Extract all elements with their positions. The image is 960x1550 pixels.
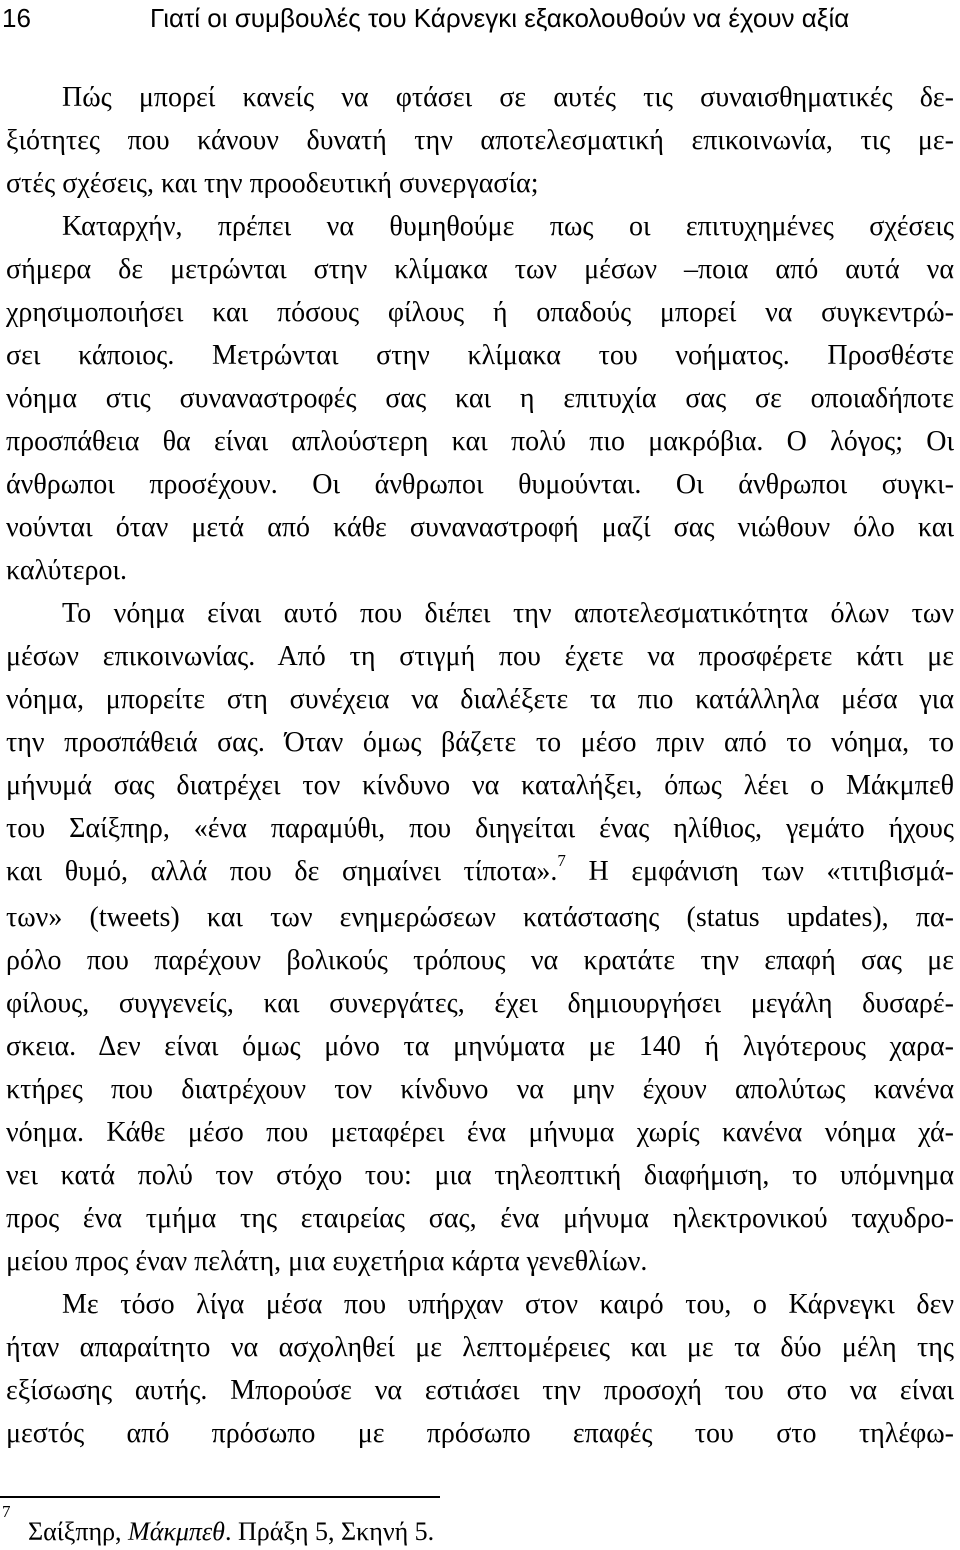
text-line: στές σχέσεις, και την προοδευτική συνεργασία; [6,168,539,199]
text-line: προσπάθεια θα είναι απλούστερη και πολύ πιο μακρόβια. Ο λόγος; Οι [6,426,954,457]
footnote-work-title: Μάκμπεθ [128,1517,225,1546]
page-number: 16 [2,3,31,33]
text-segment: Η εμφάνιση των «τιτιβισμά- [565,856,954,887]
paragraph-3 [6,592,954,1283]
text-line: μήνυμά σας διατρέχει τον κίνδυνο να καταλήξει, όπως λέει ο Μάκμπεθ [6,770,954,801]
text-line-with-footnote-ref [6,850,954,896]
text-line: ήταν απαραίτητο να ασχοληθεί με λεπτομέρειες και με τα δύο μέλη της [6,1332,954,1363]
text-line: εξίσωσης αυτής. Μπορούσε να εστιάσει την προσοχή του στο να είναι [6,1375,954,1406]
text-line: την προσπάθειά σας. Όταν όμως βάζετε το μέσο πριν από το νόημα, το [6,727,954,758]
text-line: νόημα, μπορείτε στη συνέχεια να διαλέξετε τα πιο κατάλληλα μέσα για [6,684,954,715]
text-line: ρόλο που παρέχουν βολικούς τρόπους να κρατάτε την επαφή σας με [6,945,954,976]
text-line: σήμερα δε μετρώνται στην κλίμακα των μέσων –ποια από αυτά να [6,254,954,285]
footnote-reference: 7 [557,851,566,870]
paragraph-4 [6,1283,954,1455]
text-line: φίλους, συγγενείς, και συνεργάτες, έχει δημιουργήσει μεγάλη δυσαρέ- [6,988,954,1019]
paragraph-1 [6,76,954,205]
footnote-author: Σαίξπηρ, [28,1517,129,1546]
text-line: σει κάποιος. Μετρώνται στην κλίμακα του νοήματος. Προσθέστε [6,340,954,371]
footnote-divider [0,1496,440,1498]
footnote-number: 7 [2,1502,11,1521]
text-line: των» (tweets) και των ενημερώσεων κατάστασης (status updates), πα- [6,902,954,933]
text-line: Με τόσο λίγα μέσα που υπήρχαν στον καιρό του, ο Κάρνεγκι δεν [62,1289,954,1320]
text-line: κτήρες που διατρέχουν τον κίνδυνο να μην έχουν απολύτως κανένα [6,1074,954,1105]
text-line: νόημα. Κάθε μέσο που μεταφέρει ένα μήνυμα χωρίς κανένα νόημα χά- [6,1117,954,1148]
running-title: Γιατί οι συμβουλές του Κάρνεγκι εξακολουθούν να έχουν αξία [150,3,850,33]
text-line: νούνται όταν μετά από κάθε συναναστροφή μαζί σας νιώθουν όλο και [6,512,954,543]
text-line: ξιότητες που κάνουν δυνατή την αποτελεσματική επικοινωνία, τις με- [6,125,954,156]
text-line: σκεια. Δεν είναι όμως μόνο τα μηνύματα με 140 ή λιγότερους χαρα- [6,1031,954,1062]
text-line: προς ένα τμήμα της εταιρείας σας, ένα μήνυμα ηλεκτρονικού ταχυδρο- [6,1203,954,1234]
text-line: μείου προς έναν πελάτη, μια ευχετήρια κάρτα γενεθλίων. [6,1246,648,1277]
text-line: νει κατά πολύ τον στόχο του: μια τηλεοπτική διαφήμιση, το υπόμνημα [6,1160,954,1191]
running-header [0,0,960,40]
text-line: Το νόημα είναι αυτό που διέπει την αποτελεσματικότητα όλων των [62,598,954,629]
text-line: μέσων επικοινωνίας. Από τη στιγμή που έχετε να προσφέρετε κάτι με [6,641,954,672]
text-line: καλύτεροι. [6,555,127,586]
paragraph-2 [6,205,954,592]
text-segment: και θυμό, αλλά που δε σημαίνει τίποτα». [6,856,558,887]
footnote-citation: . Πράξη 5, Σκηνή 5. [224,1517,435,1546]
text-line: μεστός από πρόσωπο με πρόσωπο επαφές του στο τηλέφω- [6,1418,954,1449]
text-line: του Σαίξπηρ, «ένα παραμύθι, που διηγείται ένας ηλίθιος, γεμάτο ήχους [6,813,954,844]
body-text [6,76,954,1455]
text-line: νόημα στις συναναστροφές σας και η επιτυχία σας σε οποιαδήποτε [6,383,954,414]
text-line: Καταρχήν, πρέπει να θυμηθούμε πως οι επιτυχημένες σχέσεις [62,211,954,242]
text-line: χρησιμοποιήσει και πόσους φίλους ή οπαδούς μπορεί να συγκεντρώ- [6,297,954,328]
text-line: άνθρωποι προσέχουν. Οι άνθρωποι θυμούνται. Οι άνθρωποι συγκι- [6,469,954,500]
text-line: Πώς μπορεί κανείς να φτάσει σε αυτές τις συναισθηματικές δε- [62,82,954,113]
footnote-text [28,1514,434,1550]
